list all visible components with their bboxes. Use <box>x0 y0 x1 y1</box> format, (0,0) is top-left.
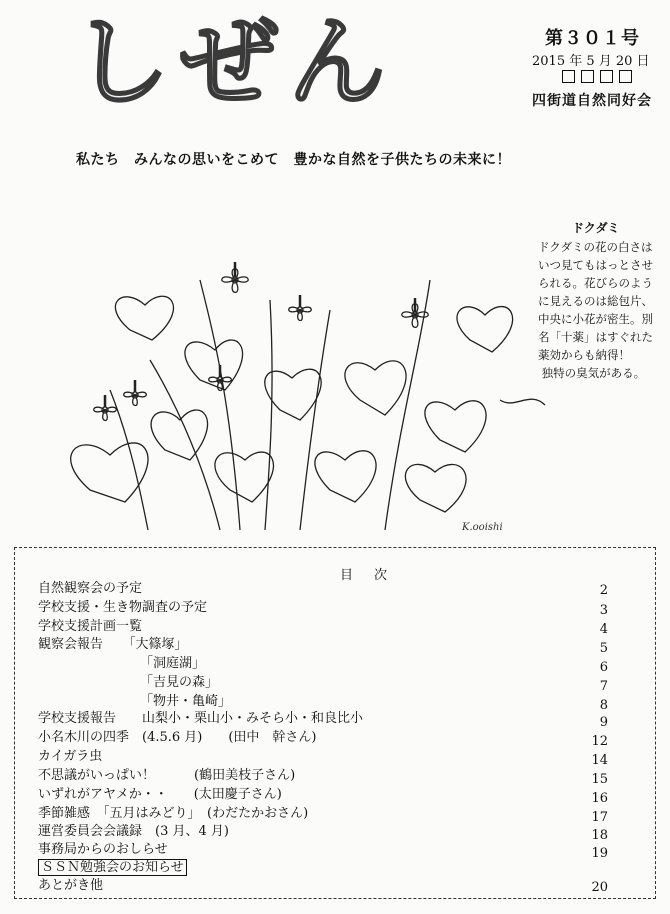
plant-note-line: られる。花びらのよう <box>538 276 653 290</box>
toc-item[interactable] <box>38 710 363 728</box>
toc-page: 15 <box>591 772 608 787</box>
toc-page: 4 <box>599 622 608 637</box>
toc-title: 目 次 <box>340 568 392 583</box>
toc-item-label: カイガラ虫 <box>38 749 103 764</box>
organization-name: 四街道自然同好会 <box>532 93 652 109</box>
plant-note-body <box>538 238 662 382</box>
toc-item[interactable] <box>38 599 207 617</box>
blank-box <box>619 70 632 83</box>
toc-item[interactable] <box>140 693 231 711</box>
blank-box <box>562 70 575 83</box>
toc-item[interactable] <box>38 786 282 804</box>
toc-item-label: いずれがアヤメか・・ (太田慶子さん) <box>38 787 282 802</box>
toc-item[interactable] <box>38 748 102 766</box>
toc-item[interactable] <box>38 823 229 841</box>
artist-signature: K.ooishi <box>462 522 503 533</box>
toc-item-label: 観察会報告 「大篠塚」 <box>38 637 188 652</box>
logo-text: しぜん <box>72 6 397 114</box>
issue-date: 2015 年 5 月 20 日 <box>532 54 650 69</box>
toc-item-label: あとがき他 <box>38 878 104 893</box>
toc-item-label: 小名木川の四季 (4.5.6 月) (田中 幹さん) <box>38 730 317 745</box>
toc-item-label: 運営委員会会議録 (3 月、4 月) <box>38 824 229 839</box>
toc-item-label: 学校支援・生き物調査の予定 <box>38 600 208 615</box>
toc-item-label: 事務局からのおしらせ <box>38 842 168 857</box>
toc-item[interactable] <box>38 767 295 785</box>
toc-item[interactable] <box>38 618 142 636</box>
plant-note-line: 薬効からも納得！ <box>538 348 630 362</box>
plant-note-line: いつ見てもはっとさせ <box>538 258 653 272</box>
toc-item[interactable] <box>38 805 308 823</box>
toc-page: 18 <box>591 828 608 843</box>
blank-box <box>581 70 594 83</box>
toc-page: 9 <box>599 715 608 730</box>
toc-item[interactable] <box>140 655 205 673</box>
plant-note-title: ドクダミ <box>572 221 620 235</box>
toc-item-label: 季節雑感 「五月はみどり」 (わだたかおさん) <box>38 806 309 821</box>
toc-page: 16 <box>591 791 608 806</box>
toc-item[interactable] <box>140 674 218 692</box>
slogan: 私たち みんなの思いをこめて 豊かな自然を子供たちの未来に！ <box>76 152 511 168</box>
plant-note-line: 独特の臭気がある。 <box>538 366 646 380</box>
plant-note-line: ドクダミの花の白さは <box>538 240 653 254</box>
issue-number: 第３０１号 <box>545 28 640 49</box>
blank-box <box>600 70 613 83</box>
toc-item-highlighted[interactable] <box>38 859 187 877</box>
toc-item-label: 「吉見の森」 <box>140 675 219 690</box>
toc-page: 12 <box>591 734 608 749</box>
toc-item[interactable] <box>38 580 142 598</box>
plant-note-line: 名「十薬」はすぐれた <box>538 330 653 344</box>
toc-page: 14 <box>591 753 608 768</box>
toc-page: 6 <box>599 660 608 675</box>
toc-item[interactable] <box>38 841 168 859</box>
toc-item-label: ＳＳＮ勉強会のお知らせ <box>38 859 187 876</box>
toc-item[interactable] <box>38 636 188 654</box>
toc-page: 17 <box>591 810 608 825</box>
toc-item[interactable] <box>38 877 103 895</box>
toc-item[interactable] <box>38 729 317 747</box>
toc-page: 2 <box>599 583 608 598</box>
toc-page: 5 <box>599 641 608 656</box>
toc-item-label: 自然観察会の予定 <box>38 581 143 596</box>
toc-page: 20 <box>591 880 608 895</box>
plant-note-line: 中央に小花が密生。別 <box>538 312 653 326</box>
toc-page: 3 <box>599 603 608 618</box>
plant-note-line: に見えるのは総包片、 <box>538 294 653 308</box>
toc-item-label: 学校支援計画一覧 <box>38 619 143 634</box>
toc-page: 19 <box>591 846 608 861</box>
masthead-logo <box>70 4 470 114</box>
toc-page: 7 <box>599 679 608 694</box>
dokudami-illustration <box>30 240 550 540</box>
toc-page: 8 <box>599 698 608 713</box>
toc-item-label: 学校支援報告 山梨小・栗山小・みそら小・和良比小 <box>38 711 364 726</box>
blank-boxes <box>562 70 632 83</box>
toc-item-label: 「物井・亀崎」 <box>140 694 232 709</box>
toc-item-label: 「洞庭湖」 <box>140 656 206 671</box>
toc-item-label: 不思議がいっぱい！ (鶴田美枝子さん) <box>38 768 296 783</box>
